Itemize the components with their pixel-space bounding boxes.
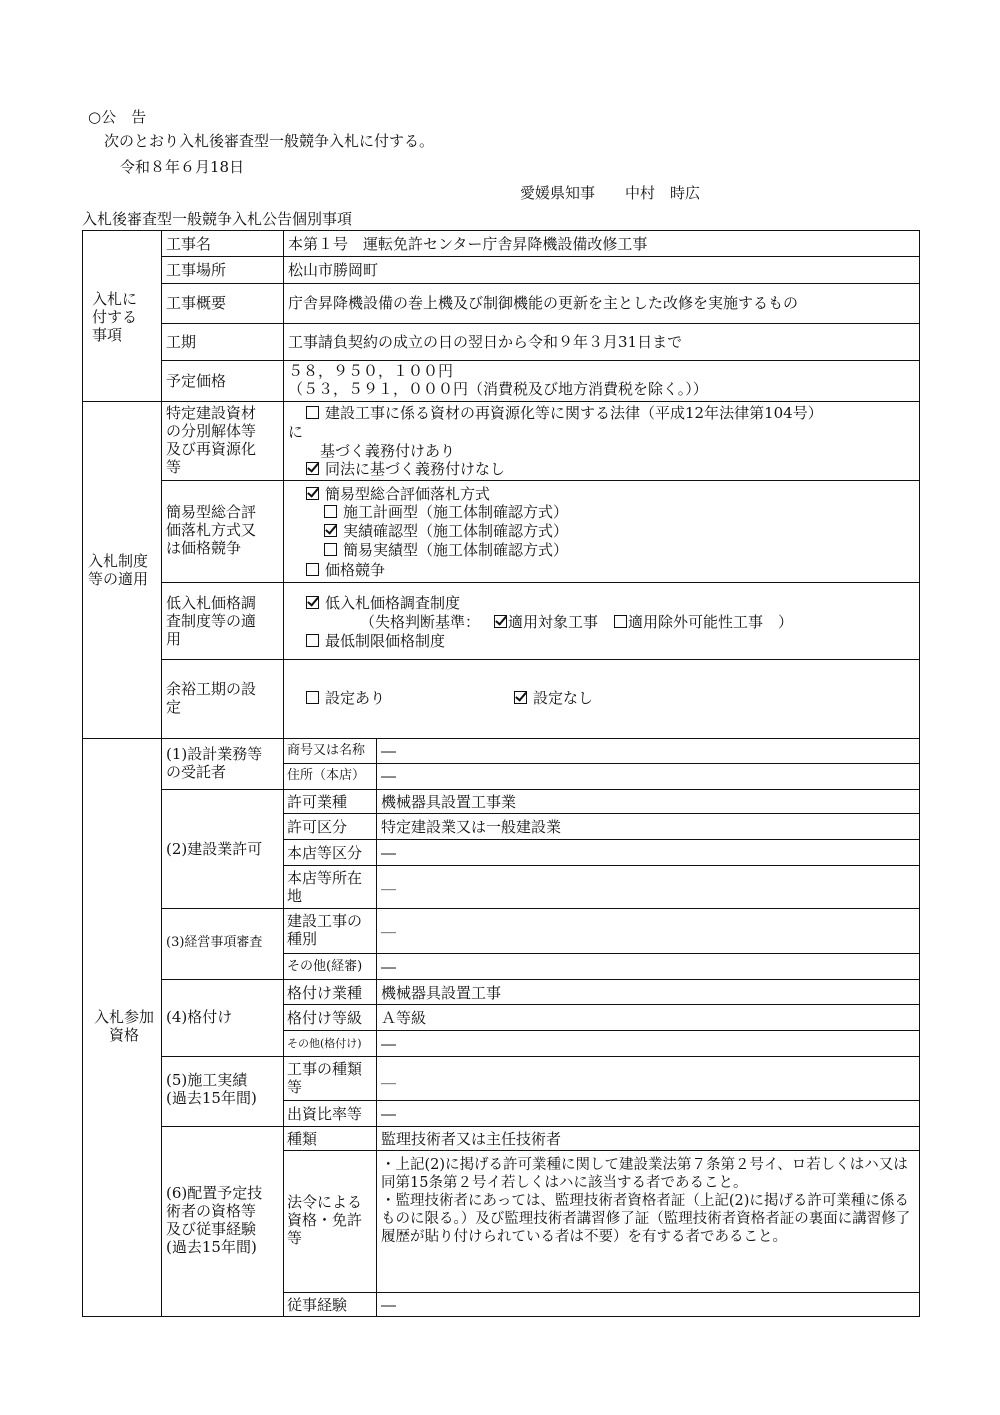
group3-label: (3)経営事項審査 xyxy=(166,935,263,950)
g6-v1: ・上記(2)に掲げる許可業種に関して建設業法第７条第２号イ、ロ若しくはハ又は同第15条第２号イ若しくはハに該当する者であること。 ・監理技術者にあっては、監理技術者資格者証（上記(2)に掲げる許可業種に係るものに限る。）及び監理技術者講習修了証（監理技術者資格者証の裏面に講習修了履歴が貼り付けられている者は不要）を有する者であること。 xyxy=(381,1157,911,1245)
g2-v1: 特定建設業又は一般建設業 xyxy=(381,818,562,836)
g1-k1: 住所（本店） xyxy=(287,768,366,783)
sogo-label: 簡易型総合評 価落札方式又 は価格競争 xyxy=(166,503,257,557)
g6-k0: 種類 xyxy=(287,1130,318,1148)
table-title: 入札後審査型一般競争入札公告個別事項 xyxy=(82,210,353,228)
teinyusatsu-opt1 xyxy=(306,632,445,650)
sogo-opt2-text: 実績確認型（施工体制確認方式） xyxy=(343,522,569,540)
row-label-gaiyou: 工事概要 xyxy=(166,294,227,312)
g2-v3: ＿ xyxy=(381,874,397,892)
recycle-no-text: 同法に基づく義務付けなし xyxy=(325,460,506,478)
sogo-opt4 xyxy=(306,561,385,579)
checkbox-kani-jisseki[interactable] xyxy=(324,543,337,556)
recycle-line1 xyxy=(306,404,823,422)
g5-v0: ＿ xyxy=(381,1068,397,1086)
g5-v1: ― xyxy=(381,1105,396,1123)
sogo-opt1 xyxy=(324,503,568,521)
teinyusatsu-opt0-text: 低入札価格調査制度 xyxy=(325,594,461,612)
row-label-basho: 工事場所 xyxy=(166,261,227,279)
g1-v1: ― xyxy=(381,767,396,785)
checkbox-recycle-no[interactable] xyxy=(306,462,319,475)
g4-v2: ― xyxy=(381,1035,396,1053)
g4-k1: 格付け等級 xyxy=(287,1009,363,1027)
checkbox-kakaku-kyousou[interactable] xyxy=(306,563,319,576)
g4-v0: 機械器具設置工事 xyxy=(381,984,502,1002)
g5-k0: 工事の種類 等 xyxy=(287,1060,363,1096)
row-value-basho: 松山市勝岡町 xyxy=(288,261,379,279)
row-value-yotei-excl: （５３，５９１，０００円（消費税及び地方消費税を除く。）） xyxy=(288,380,708,398)
g3-k0: 建設工事の 種別 xyxy=(287,912,363,948)
recycle-law-text: 建設工事に係る資材の再資源化等に関する法律（平成12年法律第104号） xyxy=(325,404,823,422)
g5-k1: 出資比率等 xyxy=(287,1105,363,1123)
g6-k1: 法令による 資格・免許 等 xyxy=(287,1193,363,1247)
row-value-gaiyou: 庁舎昇降機設備の巻上機及び制御機能の更新を主とした改修を実施するもの xyxy=(288,294,799,312)
recycle-line1b: に xyxy=(288,423,304,441)
group2-label: (2)建設業許可 xyxy=(166,840,263,858)
group5-label: (5)施工実績 (過去15年間) xyxy=(166,1071,257,1107)
g4-k2: その他(格付け) xyxy=(287,1037,362,1050)
g2-k1: 許可区分 xyxy=(287,818,348,836)
sogo-opt0-text: 簡易型総合評価落札方式 xyxy=(325,485,491,503)
checkbox-recycle-yes[interactable] xyxy=(306,406,319,419)
g1-k0: 商号又は名称 xyxy=(287,743,366,758)
sogo-opt2 xyxy=(324,522,568,540)
g2-v2: ― xyxy=(381,844,396,862)
checkbox-sekou-keikaku[interactable] xyxy=(324,505,337,518)
group1-label: (1)設計業務等 の受託者 xyxy=(166,745,263,781)
g6-v0: 監理技術者又は主任技術者 xyxy=(381,1130,562,1148)
yoyu-kouki-label: 余裕工期の設 定 xyxy=(166,680,257,716)
shikkaku-prefix: （失格判断基準： xyxy=(360,613,481,631)
recycle-line2: 基づく義務付けあり xyxy=(320,442,456,460)
g6-v2: ― xyxy=(381,1296,396,1314)
group6-label: (6)配置予定技 術者の資格等 及び従事経験 (過去15年間) xyxy=(166,1184,263,1256)
sec2-label: 入札制度 等の適用 xyxy=(88,552,149,588)
g2-v0: 機械器具設置工事業 xyxy=(381,793,517,811)
sogo-opt3-text: 簡易実績型（施工体制確認方式） xyxy=(343,541,569,559)
g3-k1: その他(経審) xyxy=(287,959,363,974)
row-value-koujimei: 本第１号 運転免許センター庁舎昇降機設備改修工事 xyxy=(288,235,648,253)
recycle-label: 特定建設資材 の分別解体等 及び再資源化 等 xyxy=(166,404,257,476)
g1-v0: ― xyxy=(381,742,396,760)
yoyu-opt1 xyxy=(514,689,593,707)
row-label-koujimei: 工事名 xyxy=(166,235,212,253)
g2-k2: 本店等区分 xyxy=(287,844,363,862)
g2-k3: 本店等所在 地 xyxy=(287,869,363,905)
sec1-label: 入札に 付する 事項 xyxy=(92,290,138,344)
teinyusatsu-sub xyxy=(360,613,793,631)
intro-text: 次のとおり入札後審査型一般競争入札に付する。 xyxy=(104,132,435,150)
sogo-opt0 xyxy=(306,485,490,503)
row-label-kouki: 工期 xyxy=(166,333,197,351)
group4-label: (4)格付け xyxy=(166,1008,233,1026)
tekiyou-jogai-text: 適用除外可能性工事 ） xyxy=(628,613,794,631)
sec3-label: 入札参加 資格 xyxy=(93,1008,154,1044)
sogo-opt1-text: 施工計画型（施工体制確認方式） xyxy=(343,503,569,521)
g3-v0: ＿ xyxy=(381,917,397,935)
g4-k0: 格付け業種 xyxy=(287,984,363,1002)
notice-date: 令和８年６月18日 xyxy=(120,158,245,176)
yoyu-opt0-text: 設定あり xyxy=(325,689,386,707)
teinyusatsu-opt1-text: 最低制限価格制度 xyxy=(325,632,446,650)
yoyu-opt0 xyxy=(306,689,385,707)
signatory: 愛媛県知事 中村 時広 xyxy=(520,184,701,202)
checkbox-jisseki-kakunin[interactable] xyxy=(324,524,337,537)
recycle-line3 xyxy=(306,460,505,478)
checkbox-settei-ari[interactable] xyxy=(306,691,319,704)
tekiyou-taishou-text: 適用対象工事 xyxy=(508,613,599,631)
checkbox-teinyusatsu[interactable] xyxy=(306,596,319,609)
checkbox-sogo[interactable] xyxy=(306,487,319,500)
notice-label: ○公 告 xyxy=(88,108,147,126)
teinyusatsu-label: 低入札価格調 査制度等の適 用 xyxy=(166,594,257,648)
g3-v1: ― xyxy=(381,958,396,976)
g6-k2: 従事経験 xyxy=(287,1296,348,1314)
checkbox-tekiyou-taishou[interactable] xyxy=(494,615,507,628)
sogo-opt3 xyxy=(324,541,568,559)
g4-v1: Ａ等級 xyxy=(381,1009,427,1027)
row-value-kouki: 工事請負契約の成立の日の翌日から令和９年３月31日まで xyxy=(288,333,683,351)
teinyusatsu-opt0 xyxy=(306,594,460,612)
yoyu-opt1-text: 設定なし xyxy=(533,689,594,707)
checkbox-tekiyou-jogai[interactable] xyxy=(614,615,627,628)
sogo-opt4-text: 価格競争 xyxy=(325,561,386,579)
row-value-yotei: ５８，９５０，１００円 xyxy=(288,362,454,380)
checkbox-settei-nashi[interactable] xyxy=(514,691,527,704)
row-label-yotei: 予定価格 xyxy=(166,372,227,390)
g2-k0: 許可業種 xyxy=(287,793,348,811)
checkbox-saitei-seigen[interactable] xyxy=(306,634,319,647)
